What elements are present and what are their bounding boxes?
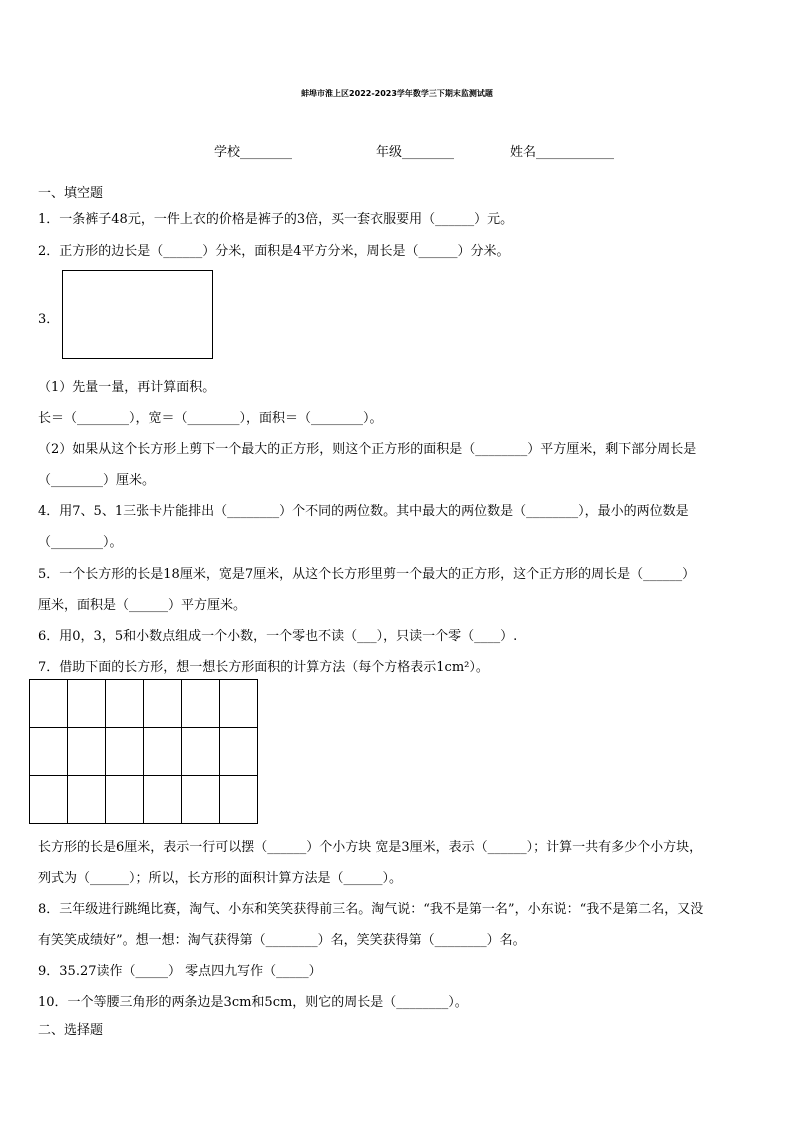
grid-cell bbox=[30, 728, 68, 776]
question-7-answer-cont: 列式为（______）；所以，长方形的面积计算方法是（______）。 bbox=[38, 871, 403, 886]
question-5-cont: 厘米，面积是（______）平方厘米。 bbox=[38, 598, 247, 613]
grid-cell bbox=[106, 680, 144, 728]
grid-cell bbox=[220, 728, 258, 776]
question-1: 1．一条裤子48元，一件上衣的价格是裤子的3倍，买一套衣服要用（______）元。 bbox=[38, 212, 514, 227]
grid-cell bbox=[68, 776, 106, 824]
question-7: 7．借助下面的长方形，想一想长方形面积的计算方法（每个方格表示1cm²）。 bbox=[38, 660, 489, 675]
question-4: 4．用7、5、1三张卡片能排出（________）个不同的两位数。其中最大的两位数是（________），最小的两位数是 bbox=[38, 504, 689, 519]
unit-square-grid bbox=[29, 679, 258, 824]
question-3-number: 3． bbox=[38, 312, 60, 327]
question-4-cont: （________）。 bbox=[38, 535, 123, 550]
question-8-cont: 有笑笑成绩好”。想一想：淘气获得第（________）名，笑笑获得第（________）名。 bbox=[38, 933, 526, 948]
question-2: 2．正方形的边长是（______）分米，面积是4平方分米，周长是（______）分米。 bbox=[38, 244, 510, 259]
question-10: 10．一个等腰三角形的两条边是3cm和5cm，则它的周长是（________）。 bbox=[38, 995, 468, 1010]
grid-cell bbox=[68, 680, 106, 728]
grid-cell bbox=[144, 680, 182, 728]
grid-cell bbox=[182, 728, 220, 776]
grid-cell bbox=[220, 776, 258, 824]
question-7-answer: 长方形的长是6厘米，表示一行可以摆（______）个小方块 宽是3厘米，表示（______）；计算一共有多少个小方块， bbox=[38, 840, 703, 855]
grid-cell bbox=[144, 776, 182, 824]
section-heading-fill-blank: 一、填空题 bbox=[38, 186, 104, 201]
grid-cell bbox=[144, 728, 182, 776]
section-heading-multiple-choice: 二、选择题 bbox=[38, 1023, 104, 1038]
name-field: 姓名____________ bbox=[510, 145, 615, 160]
grade-field: 年级________ bbox=[376, 145, 455, 160]
grid-cell bbox=[220, 680, 258, 728]
school-field: 学校________ bbox=[214, 145, 293, 160]
grid-cell bbox=[68, 728, 106, 776]
grid-cell bbox=[106, 776, 144, 824]
question-3-dimensions: 长＝（________），宽＝（________），面积＝（________）。 bbox=[38, 411, 383, 426]
question-6: 6．用0，3，5和小数点组成一个小数，一个零也不读（___），只读一个零（____）. bbox=[38, 629, 518, 644]
grid-cell bbox=[182, 680, 220, 728]
question-5: 5．一个长方形的长是18厘米，宽是7厘米，从这个长方形里剪一个最大的正方形，这个正方形的周长是（______） bbox=[38, 567, 696, 582]
question-3-part-1: （1）先量一量，再计算面积。 bbox=[38, 380, 216, 395]
grid-cell bbox=[106, 728, 144, 776]
page-title: 蚌埠市淮上区2022-2023学年数学三下期末监测试题 bbox=[301, 89, 493, 98]
question-3-part-2-cont: （________）厘米。 bbox=[38, 473, 156, 488]
grid-cell bbox=[182, 776, 220, 824]
question-3-part-2: （2）如果从这个长方形上剪下一个最大的正方形，则这个正方形的面积是（________）平方厘米，剩下部分周长是 bbox=[38, 442, 697, 457]
rectangle-figure bbox=[62, 270, 213, 359]
question-9: 9．35.27读作（_____） 零点四九写作（_____） bbox=[38, 964, 322, 979]
question-8: 8．三年级进行跳绳比赛，淘气、小东和笑笑获得前三名。淘气说：“我不是第一名”，小东说：“我不是第二名，又没 bbox=[38, 902, 704, 917]
grid-cell bbox=[30, 776, 68, 824]
grid-cell bbox=[30, 680, 68, 728]
